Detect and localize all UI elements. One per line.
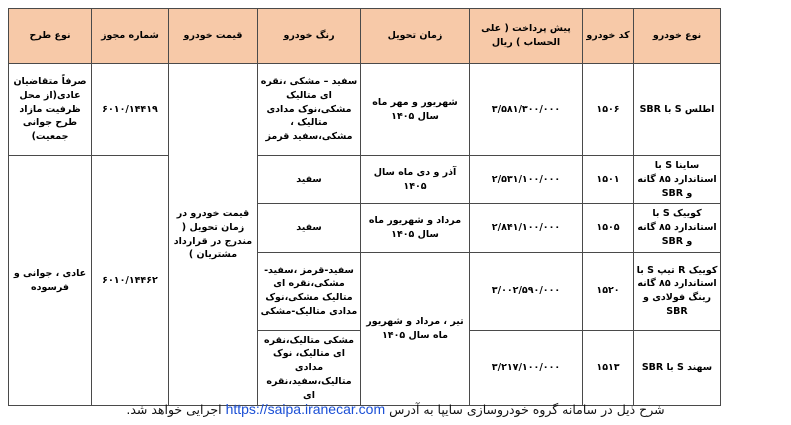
footer-note bbox=[0, 401, 791, 417]
cell-car-color: مشکی متالیک،نقره ای متالیک، نوک مدادی متالیک،سفید،نقره ای bbox=[258, 330, 361, 406]
cell-prepayment: ۲/۸۴۱/۱۰۰/۰۰۰ bbox=[470, 204, 583, 252]
cell-prepayment: ۳/۰۰۲/۵۹۰/۰۰۰ bbox=[470, 252, 583, 330]
cell-permit-number: ۶۰۱۰/۱۴۴۶۲ bbox=[92, 156, 169, 406]
table-body bbox=[9, 64, 721, 406]
cell-car-color: سفید – مشکی ،نقره ای متالیک مشکی،نوک مدادی متالیک ، مشکی،سفید قرمز bbox=[258, 64, 361, 156]
cell-car-color: سفید bbox=[258, 156, 361, 204]
cell-car-code: ۱۵۰۱ bbox=[583, 156, 634, 204]
cell-delivery-time: مرداد و شهریور ماه سال ۱۴۰۵ bbox=[361, 204, 470, 252]
cell-car-color: سفید-قرمز ،سفید- مشکی،نقره ای متالیک مشکی،نوک مدادی متالیک-مشکی bbox=[258, 252, 361, 330]
column-header-prepayment: پیش پرداخت ( علی الحساب ) ریال bbox=[470, 9, 583, 64]
cell-car-type: اطلس S با SBR bbox=[634, 64, 721, 156]
cell-car-code: ۱۵۰۶ bbox=[583, 64, 634, 156]
cell-delivery-time: تیر ، مرداد و شهریور ماه سال ۱۴۰۵ bbox=[361, 252, 470, 406]
cell-plan-type: عادی ، جوانی و فرسوده bbox=[9, 156, 92, 406]
cell-plan-type: صرفاً متقاضیان عادی(از محل ظرفیت مازاد طرح جوانی جمعیت) bbox=[9, 64, 92, 156]
footer-text-before: شرح ذیل در سامانه گروه خودروسازی سایپا به آدرس bbox=[389, 402, 665, 417]
table-row bbox=[9, 64, 721, 156]
cell-prepayment: ۳/۵۸۱/۳۰۰/۰۰۰ bbox=[470, 64, 583, 156]
column-header-permit-number: شماره مجوز bbox=[92, 9, 169, 64]
cell-delivery-time: شهریور و مهر ماه سال ۱۴۰۵ bbox=[361, 64, 470, 156]
cell-car-type: کوییک R تیپ S با استاندارد ۸۵ گانه رینگ فولادی و SBR bbox=[634, 252, 721, 330]
cell-car-type: ساینا S با استاندارد ۸۵ گانه و SBR bbox=[634, 156, 721, 204]
cell-prepayment: ۲/۵۳۱/۱۰۰/۰۰۰ bbox=[470, 156, 583, 204]
table-row bbox=[9, 156, 721, 204]
cell-car-code: ۱۵۰۵ bbox=[583, 204, 634, 252]
cell-car-price: قیمت خودرو در زمان تحویل ( مندرج در قرارداد مشتریان ) bbox=[169, 64, 258, 406]
cell-car-code: ۱۵۲۰ bbox=[583, 252, 634, 330]
table-header-row bbox=[9, 9, 721, 64]
cell-car-type: سهند S با SBR bbox=[634, 330, 721, 406]
column-header-car-price: قیمت خودرو bbox=[169, 9, 258, 64]
cell-car-type: کوییک S با استاندارد ۸۵ گانه و SBR bbox=[634, 204, 721, 252]
column-header-delivery-time: زمان تحویل bbox=[361, 9, 470, 64]
price-table bbox=[8, 8, 721, 406]
cell-delivery-time: آذر و دی ماه سال ۱۴۰۵ bbox=[361, 156, 470, 204]
cell-car-code: ۱۵۱۳ bbox=[583, 330, 634, 406]
column-header-car-code: کد خودرو bbox=[583, 9, 634, 64]
cell-car-color: سفید bbox=[258, 204, 361, 252]
column-header-car-color: رنگ خودرو bbox=[258, 9, 361, 64]
table-header bbox=[9, 9, 721, 64]
footer-text-after: اجرایی خواهد شد. bbox=[126, 402, 222, 417]
saipa-portal-link[interactable]: https://saipa.iranecar.com bbox=[225, 401, 386, 417]
column-header-plan-type: نوع طرح bbox=[9, 9, 92, 64]
column-header-car-type: نوع خودرو bbox=[634, 9, 721, 64]
cell-prepayment: ۳/۲۱۷/۱۰۰/۰۰۰ bbox=[470, 330, 583, 406]
cell-permit-number: ۶۰۱۰/۱۴۴۱۹ bbox=[92, 64, 169, 156]
price-table-container bbox=[13, 8, 721, 406]
